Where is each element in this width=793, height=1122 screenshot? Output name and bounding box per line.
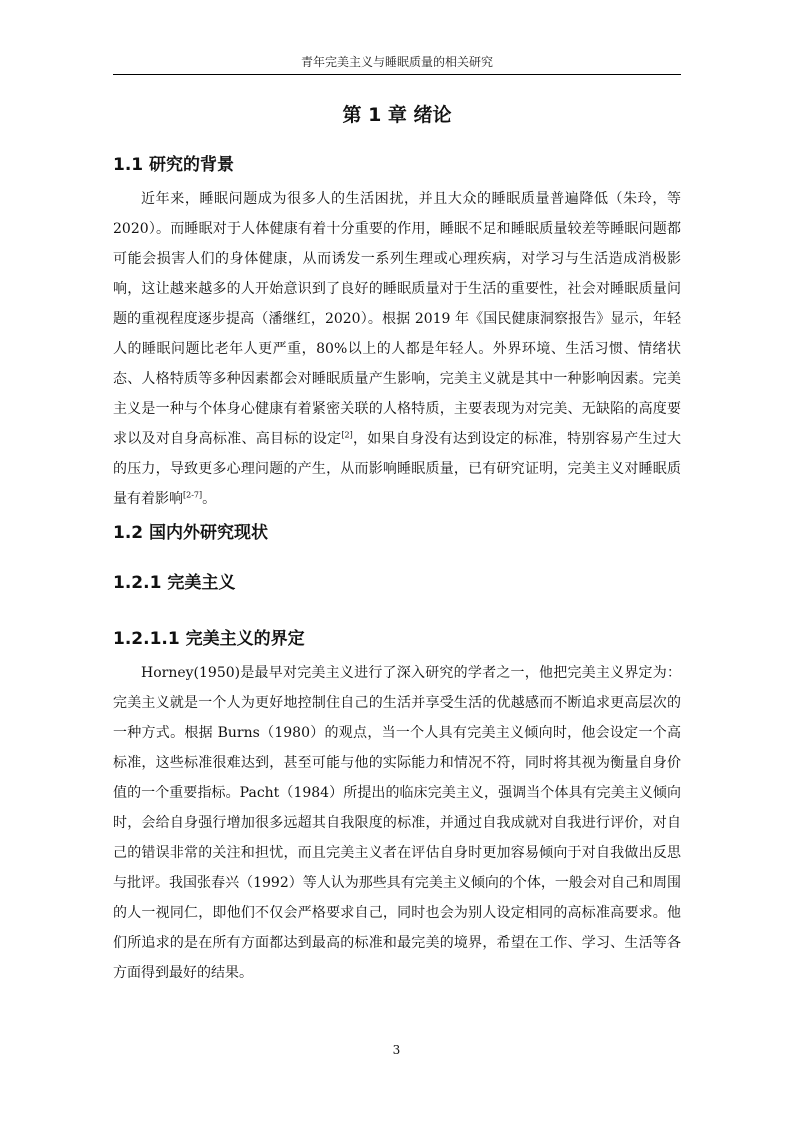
section-heading-1-2-1-1: 1.2.1.1 完美主义的界定 (113, 629, 305, 649)
running-header: 青年完美主义与睡眠质量的相关研究 (300, 55, 493, 69)
paragraph-text: 近年来，睡眠问题成为很多人的生活困扰，并且大众的睡眠质量普遍降低（朱玲，等 2020）。而睡眠对于人体健康有着十分重要的作用，睡眠不足和睡眠质量较差等睡眠问题都可能会损害人们的身体健康，从而诱发一系列生理或心理疾病，对学习与生活造成消极影响，这让越来越多的人开始意识到了良好的睡眠质量对于生活的重要性，社会对睡眠质量问题的重视程度逐步提高（潘继红，2020）。根据 2019 年《国民健康洞察报告》显示，年轻人的睡眠问题比老年人更严重，80%以上的人都是年轻人。外界环境、生活习惯、情绪状态、人格特质等多种因素都会对睡眠质量产生影响，完美主义就是其中一种影响因素。完美主义是一种与个体身心健康有着紧密关联的人格特质，主要表现为对完美、无缺陷的高度要求以及对自身高标准、高目标的设定 (113, 191, 681, 447)
paragraph-background (113, 184, 681, 514)
page-number: 3 (392, 1043, 401, 1057)
paragraph-text: ，如果自身没有达到设定的标准，特别容易产生过大的压力，导致更多心理问题的产生，从而影响睡眠质量，已有研究证明，完美主义对睡眠质量有着影响 (113, 431, 682, 507)
header-rule (113, 74, 681, 75)
section-heading-1-2: 1.2 国内外研究现状 (113, 523, 269, 543)
paragraph-definition: Horney(1950)是最早对完美主义进行了深入研究的学者之一，他把完美主义界定为：完美主义就是一个人为更好地控制住自己的生活并享受生活的优越感而不断追求更高层次的一种方式。根据 Burns（1980）的观点，当一个人具有完美主义倾向时，他会设定一个高标准，这些标准很难达到，甚至可能与他的实际能力和情况不符，同时将其视为衡量自身价值的一个重要指标。Pacht（1984）所提出的临床完美主义，强调当个体具有完美主义倾向时，会给自身强行增加很多远超其自我限度的标准，并通过自我成就对自我进行评价，对自己的错误非常的关注和担忧，而且完美主义者在评估自身时更加容易倾向于对自我做出反思与批评。我国张春兴（1992）等人认为那些具有完美主义倾向的个体，一般会对自己和周围的人一视同仁，即他们不仅会严格要求自己，同时也会为别人设定相同的高标准高要求。他们所追求的是在所有方面都达到最高的标准和最完美的境界，希望在工作、学习、生活等各方面得到最好的结果。 (113, 665, 681, 981)
page-body (113, 100, 681, 988)
citation-ref: [2] (341, 430, 353, 440)
paragraph-text: 。 (202, 491, 217, 507)
chapter-title: 第 1 章 绪论 (342, 104, 452, 126)
section-heading-1-1: 1.1 研究的背景 (113, 155, 235, 175)
citation-ref: [2-7] (183, 490, 203, 500)
section-heading-1-2-1: 1.2.1 完美主义 (113, 573, 236, 593)
